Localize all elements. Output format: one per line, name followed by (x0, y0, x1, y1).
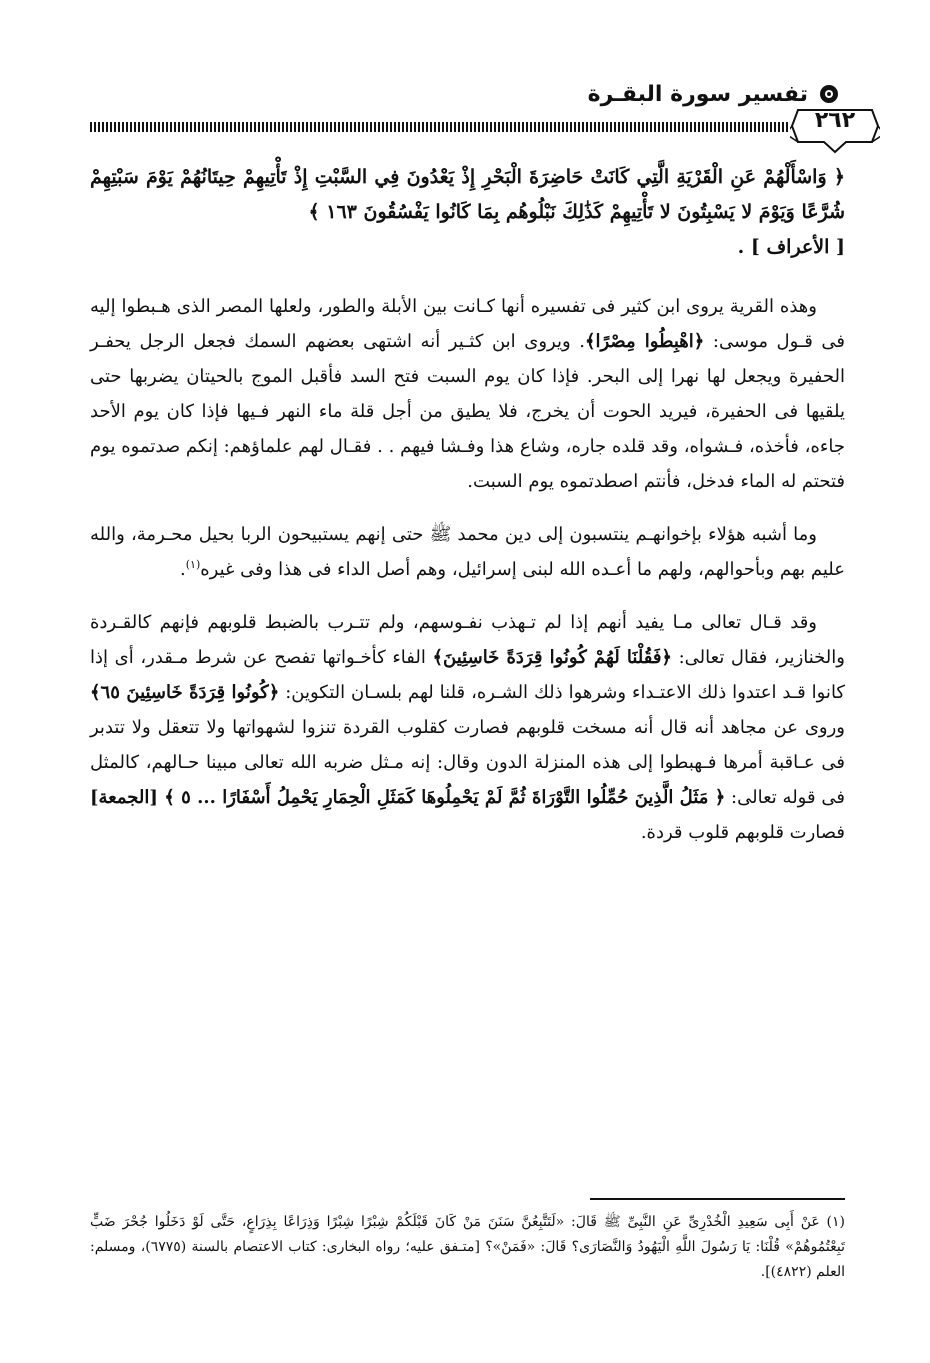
footnote: (١) عَنْ أَبِى سَعِيدِ الْخُدْرِىِّ عَنِ النَّبِىِّ ﷺ قَالَ: «لَتَتَّبِعُنَّ سَنَنَ مَنْ كَانَ قَبْلَكُمْ شِبْرًا شِبْرًا وَذِرَاعًا بِذِرَاعٍ، حَتَّى لَوْ دَخَلُوا جُحْرَ ضَبٍّ تَبِعْتُمُوهُمْ» قُلْنَا: يَا رَسُولَ اللَّهِ الْيَهُودُ وَالنَّصَارَى؟ قَالَ: «فَمَنْ»؟ [متـفق عليه؛ رواه البخارى: كتاب الاعتصام بالسنة (٦٧٧٥)، ومسلم: العلم (٤٨٢٢)]. (90, 1214, 845, 1280)
paragraph-text: وقد قـال تعالى مـا يفيد أنهم إذا لم تـهذب نفـوسهم، ولم تتـرب بالضبط قلوبهم فإنهم كالقـردة والخنازير، فقال تعالى: (90, 612, 845, 668)
quran-verse-block (90, 160, 845, 265)
verse-reference: [ الأعراف ] . (737, 236, 845, 258)
paragraph-text: وهذه القرية يروى ابن كثير فى تفسيره أنها كـانت بين الأبلة والطور، ولعلها المصر الذى هـبطوا إليه فى قـول موسى: (90, 296, 845, 352)
page-number: ٢٦٢ (814, 108, 856, 133)
surah-reference: [الجمعة] (90, 787, 165, 808)
paragraph-text: وما أشبه هؤلاء بإخوانهـم ينتسبون إلى دين محمد ﷺ حتى إنهم يستبيحون الربا بحيل محـرمة، والله عليم بهم وبأحوالهم، ولهم ما أعـده الله لبنى إسرائيل، وهم أصل الداء فى هذا وفى غيره (90, 524, 845, 580)
flower-ornament-icon (818, 83, 840, 105)
running-title: تفسير سورة البقـرة (587, 81, 808, 107)
main-text (90, 160, 845, 868)
paragraph-1 (90, 289, 845, 499)
paragraph-text: فصارت قلوبهم قلوب قردة. (640, 822, 845, 843)
quranic-quote: ﴿فَقُلْنَا لَهُمْ كُونُوا قِرَدَةً خَاسِئِينَ﴾ (432, 647, 672, 668)
paragraph-text: الفاء كأخـواتها تفصح عن شرط مـقدر، أى إذا كانوا قـد اعتدوا ذلك الاعتـداء وشرهوا ذلك الشـره، قلنا لهم بلسـان التكوين: (90, 647, 845, 703)
paragraph-text: . ويروى ابن كثـير أنه اشتهى بعضهم السمك فجعل الرجل يحفـر الحفيرة ويجعل لها نهرا إلى البحر. فإذا كان يوم السبت فتح السد فأقبل الموج بالحيتان يضربها حتى يلقيها فى الحفيرة، فيريد الحوت أن يخرج، فلا يطيق من أجل قلة ماء النهر فـيها فإذا كان يوم الأحد جاءه، فأخذه، فـشواه، وقد قلده جاره، وشاع هذا وفـشا فيهم . . فقـال لهم علماؤهم: إنكم صدتموه يوم فتحتم له الماء فدخل، فأنتم اصطدتموه يوم السبت. (90, 331, 845, 492)
paragraph-text: وروى عن مجاهد أنه قال أنه مسخت قلوبهم فصارت كقلوب القردة تنزوا لشهواتها ولا تتعقل ولا تتدبر فى عـاقبة أمرها فـهبطوا إلى هذه المنزلة الدون وقال: إنه مـثل ضربه الله تعالى مبينا حـالهم، كالمثل فى قوله تعالى: (90, 717, 845, 808)
quranic-quote: ﴿كُونُوا قِرَدَةً خَاسِئِينَ ٦٥﴾ (90, 682, 280, 703)
quranic-quote: ﴿اهْبِطُوا مِصْرًا﴾ (584, 331, 705, 352)
footnote-divider (590, 1198, 845, 1200)
quranic-quote: ﴿ مَثَلُ الَّذِينَ حُمِّلُوا التَّوْرَاةَ ثُمَّ لَمْ يَحْمِلُوهَا كَمَثَلِ الْحِمَارِ يَحْمِلُ أَسْفَارًا ... ٥ ﴾ (164, 787, 726, 808)
paragraph-text: . (179, 559, 186, 580)
paragraph-2 (90, 517, 845, 587)
paragraph-3 (90, 605, 845, 850)
header-rule (90, 122, 790, 132)
quran-verse: ﴿ وَاسْأَلْهُمْ عَنِ الْقَرْيَةِ الَّتِي كَانَتْ حَاضِرَةَ الْبَحْرِ إِذْ يَعْدُونَ فِي السَّبْتِ إِذْ تَأْتِيهِمْ حِيتَانُهُمْ يَوْمَ سَبْتِهِمْ شُرَّعًا وَيَوْمَ لا يَسْبِتُونَ لا تَأْتِيهِمْ كَذَٰلِكَ نَبْلُوهُم بِمَا كَانُوا يَفْسُقُونَ ١٦٣ ﴾ (90, 166, 845, 223)
footnote-marker[interactable]: (١) (185, 558, 201, 571)
